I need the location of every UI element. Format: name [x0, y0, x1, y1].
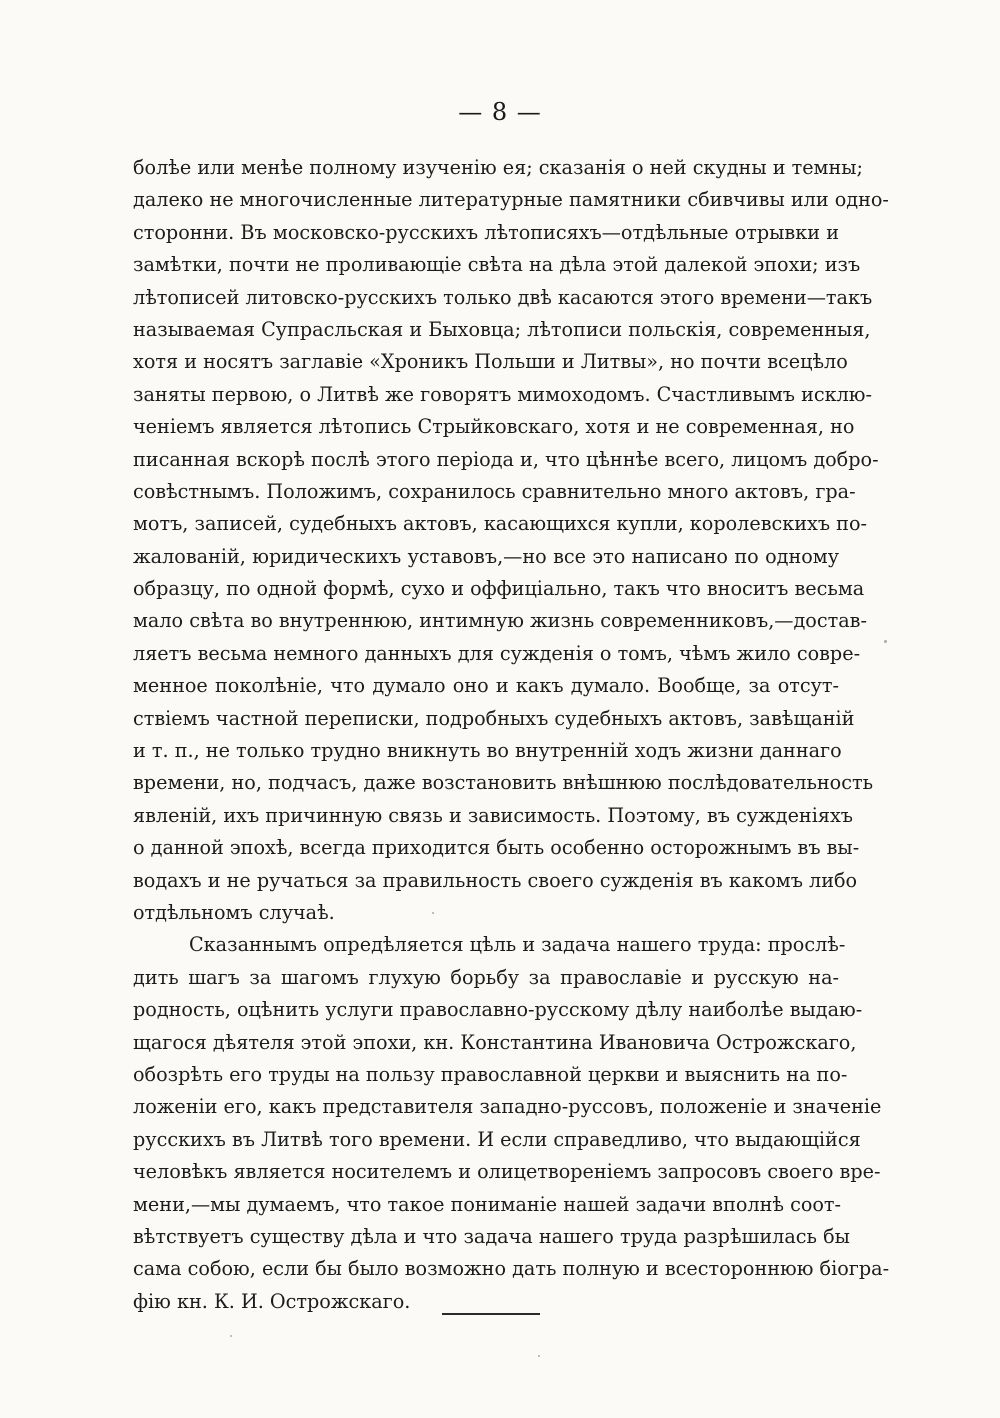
text-line: замѣтки, почти не проливающіе свѣта на дѣла этой далекой эпохи; изъ: [133, 253, 861, 277]
scan-speck: [538, 1355, 540, 1357]
scan-speck: [230, 1335, 232, 1337]
text-line: человѣкъ является носителемъ и олицетвореніемъ запросовъ своего вре-: [133, 1160, 881, 1184]
footer-rule: [442, 1313, 540, 1315]
text-line: русскихъ въ Литвѣ того времени. И если справедливо, что выдающійся: [133, 1127, 861, 1151]
paragraph-1: [133, 152, 889, 929]
body-text: [133, 152, 890, 1318]
text-line: мало свѣта во внутреннюю, интимную жизнь современниковъ,—достав-: [133, 609, 867, 633]
text-line: совѣстнымъ. Положимъ, сохранилось сравнительно много актовъ, гра-: [133, 479, 856, 503]
scan-speck: [884, 640, 887, 643]
text-line: родность, оцѣнить услуги православно-русскому дѣлу наиболѣе выдаю-: [133, 998, 863, 1022]
text-line: и т. п., не только трудно вникнуть во внутренній ходъ жизни даннаго: [133, 739, 842, 763]
text-line: явленій, ихъ причинную связь и зависимость. Поэтому, въ сужденіяхъ: [133, 803, 853, 827]
text-line: ложеніи его, какъ представителя западно-руссовъ, положеніе и значеніе: [133, 1095, 882, 1119]
text-line: водахъ и не ручаться за правильность своего сужденія въ какомъ либо: [133, 868, 858, 892]
text-line: дить шагъ за шагомъ глухую борьбу за православіе и русскую на-: [133, 965, 839, 989]
text-line: фію кн. К. И. Острожскаго.: [133, 1289, 411, 1313]
text-line: писанная вскорѣ послѣ этого періода и, что цѣннѣе всего, лицомъ добро-: [133, 447, 879, 471]
text-line: жалованій, юридическихъ уставовъ,—но все это написано по одному: [133, 544, 839, 568]
text-line: хотя и носятъ заглавіе «Хроникъ Польши и Литвы», но почти всецѣло: [133, 350, 848, 374]
paragraph-2: [133, 929, 890, 1318]
text-line: сама собою, если бы было возможно дать полную и всестороннюю біогра-: [133, 1257, 890, 1281]
text-line: обозрѣть его труды на пользу православной церкви и выяснить на по-: [133, 1062, 848, 1086]
text-line: ченіемъ является лѣтопись Стрыйковскаго, хотя и не современная, но: [133, 415, 855, 439]
text-line: лѣтописей литовско-русскихъ только двѣ касаются этого времени—такъ: [133, 285, 873, 309]
text-line: называемая Супрасльская и Быховца; лѣтописи польскія, современныя,: [133, 317, 871, 341]
scan-speck: [432, 912, 434, 914]
text-line: болѣе или менѣе полному изученію ея; сказанія о ней скудны и темны;: [133, 156, 863, 179]
text-line: ствіемъ частной переписки, подробныхъ судебныхъ актовъ, завѣщаній: [133, 706, 855, 730]
text-line: отдѣльномъ случаѣ.: [133, 900, 335, 924]
text-line: далеко не многочисленные литературные памятники сбивчивы или одно-: [133, 188, 889, 212]
text-line: вѣтствуетъ существу дѣла и что задача нашего труда разрѣшилась бы: [133, 1224, 850, 1248]
text-line: Сказаннымъ опредѣляется цѣль и задача нашего труда: прослѣ-: [189, 933, 846, 957]
text-line: заняты первою, о Литвѣ же говорятъ мимоходомъ. Счастливымъ исклю-: [133, 382, 872, 406]
text-line: образцу, по одной формѣ, сухо и оффиціально, такъ что вноситъ весьма: [133, 577, 865, 601]
text-line: сторонни. Въ московско-русскихъ лѣтописяхъ—отдѣльные отрывки и: [133, 220, 839, 244]
text-line: о данной эпохѣ, всегда приходится быть особенно осторожнымъ въ вы-: [133, 836, 860, 860]
text-line: времени, но, подчасъ, даже возстановить внѣшнюю послѣдовательность: [133, 771, 874, 795]
text-line: щагося дѣятеля этой эпохи, кн. Константина Ивановича Острожскаго,: [133, 1030, 857, 1054]
text-line: менное поколѣніе, что думало оно и какъ думало. Вообще, за отсут-: [133, 674, 839, 698]
text-line: мотъ, записей, судебныхъ актовъ, касающихся купли, королевскихъ по-: [133, 512, 867, 536]
text-line: мени,—мы думаемъ, что такое пониманіе нашей задачи вполнѣ соот-: [133, 1192, 842, 1216]
text-line: ляетъ весьма немного данныхъ для сужденія о томъ, чѣмъ жило совре-: [133, 641, 861, 665]
page-number: — 8 —: [458, 98, 542, 126]
